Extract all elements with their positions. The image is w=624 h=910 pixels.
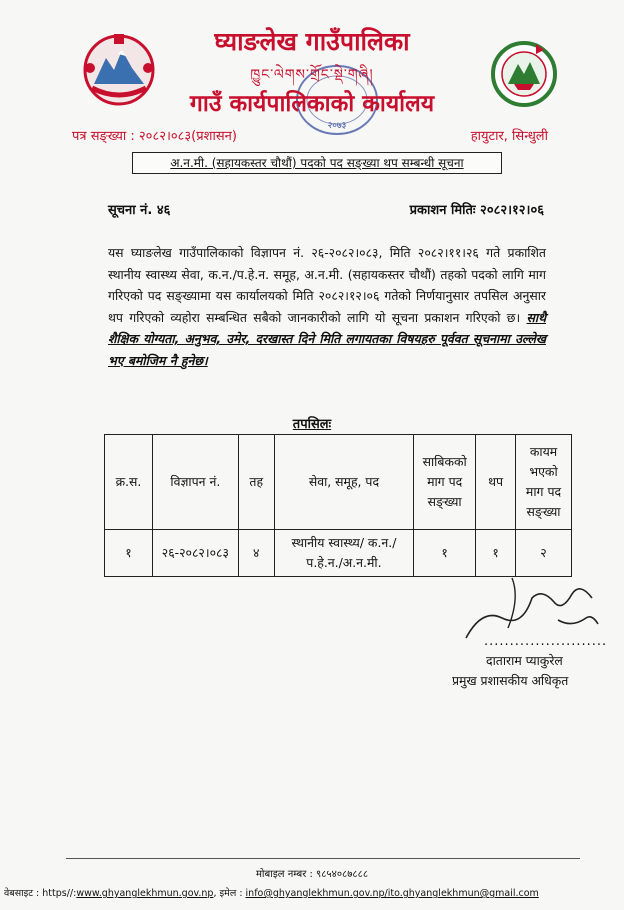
cell-service: स्थानीय स्वास्थ्य/ क.न./प.हे.न./अ.न.मी.: [274, 530, 414, 577]
cell-added: १: [476, 530, 516, 577]
svg-text:२०७३: २०७३: [327, 121, 347, 131]
signatory-name: दाताराम प्याकुरेल: [486, 653, 563, 668]
header-prev-demand: साबिकको माग पद सङ्ख्या: [414, 435, 476, 530]
email-label: , इमेल :: [213, 888, 246, 899]
notice-emphasis: साथै शैक्षिक योग्यता, अनुभव, उमेर, दरखास्त दिने मिति लगायतका विषयहरु पूर्ववत सूचनामा उल्लेख भए बमोजिम नै हुनेछ।: [108, 309, 546, 368]
header-added: थप: [476, 435, 516, 530]
office-location: हायुटार, सिन्धुली: [470, 129, 548, 144]
publication-date: प्रकाशन मितिः २०८२।१२।०६: [409, 203, 544, 218]
tibetan-title: ཁྱུང་ལེགས་གྲོང་སྡེ་གཞི།: [250, 67, 374, 83]
cell-final-demand: २: [516, 530, 572, 577]
cell-adv-no: २६-२०८२।०८३: [152, 530, 238, 577]
table-header-row: [105, 435, 572, 530]
reference-number: पत्र सङ्ख्या : २०८२।०८३(प्रशासन): [72, 129, 237, 144]
notice-body: [108, 242, 546, 371]
details-table: [104, 434, 572, 577]
header-level: तह: [238, 435, 274, 530]
header-sn: क्र.स.: [105, 435, 153, 530]
municipality-title: घ्याङलेख गाउँपालिका: [214, 27, 410, 56]
signatory-title: प्रमुख प्रशासकीय अधिकृत: [452, 673, 569, 688]
cell-sn: १: [105, 530, 153, 577]
footer-phone: मोबाइल नम्बर : ९८५४०८७८८८: [255, 869, 369, 880]
header-final-demand: कायम भएको माग पद सङ्ख्या: [516, 435, 572, 530]
footer-divider: [66, 858, 580, 859]
header-service: सेवा, समूह, पद: [274, 435, 414, 530]
website-label: वेबसाइट : https//:: [4, 888, 77, 899]
details-table-title: तपसिलः: [292, 417, 332, 432]
footer-contact: [4, 886, 539, 899]
email-link[interactable]: info@ghyanglekhmun.gov.np/ito.ghyanglekhmun@gmail.com: [245, 888, 539, 899]
cell-level: ४: [238, 530, 274, 577]
signature-line: ........................: [484, 634, 608, 649]
header-adv-no: विज्ञापन नं.: [152, 435, 238, 530]
office-title: गाउँ कार्यपालिकाको कार्यालय: [189, 91, 435, 117]
notice-number: सूचना नं. ४६: [108, 203, 171, 218]
notice-subject: अ.न.मी. (सहायकस्तर चौथौं) पदको पद सङ्ख्या थप सम्बन्धी सूचना: [132, 152, 502, 174]
cell-prev-demand: १: [414, 530, 476, 577]
notice-paragraph: यस घ्याङलेख गाउँपालिकाको विज्ञापन नं. २६-२०८२।०८३, मिति २०८२।११।२६ गते प्रकाशित स्थानीय स्वास्थ्य सेवा, क.न./प.हे.न. समूह, अ.न.मी. (सहायकस्तर चौथौं) तहको पदको लागि माग गरिएको पद सङ्ख्यामा यस कार्यालयको मिति २०८२।१२।०६ गतेको निर्णयानुसार तपसिल अनुसार थप गरिएको व्यहोरा सम्बन्धित सबैको जानकारीको लागि यो सूचना प्रकाशन गरिएको छ।: [108, 245, 546, 325]
website-link[interactable]: www.ghyanglekhmun.gov.np: [76, 888, 214, 899]
